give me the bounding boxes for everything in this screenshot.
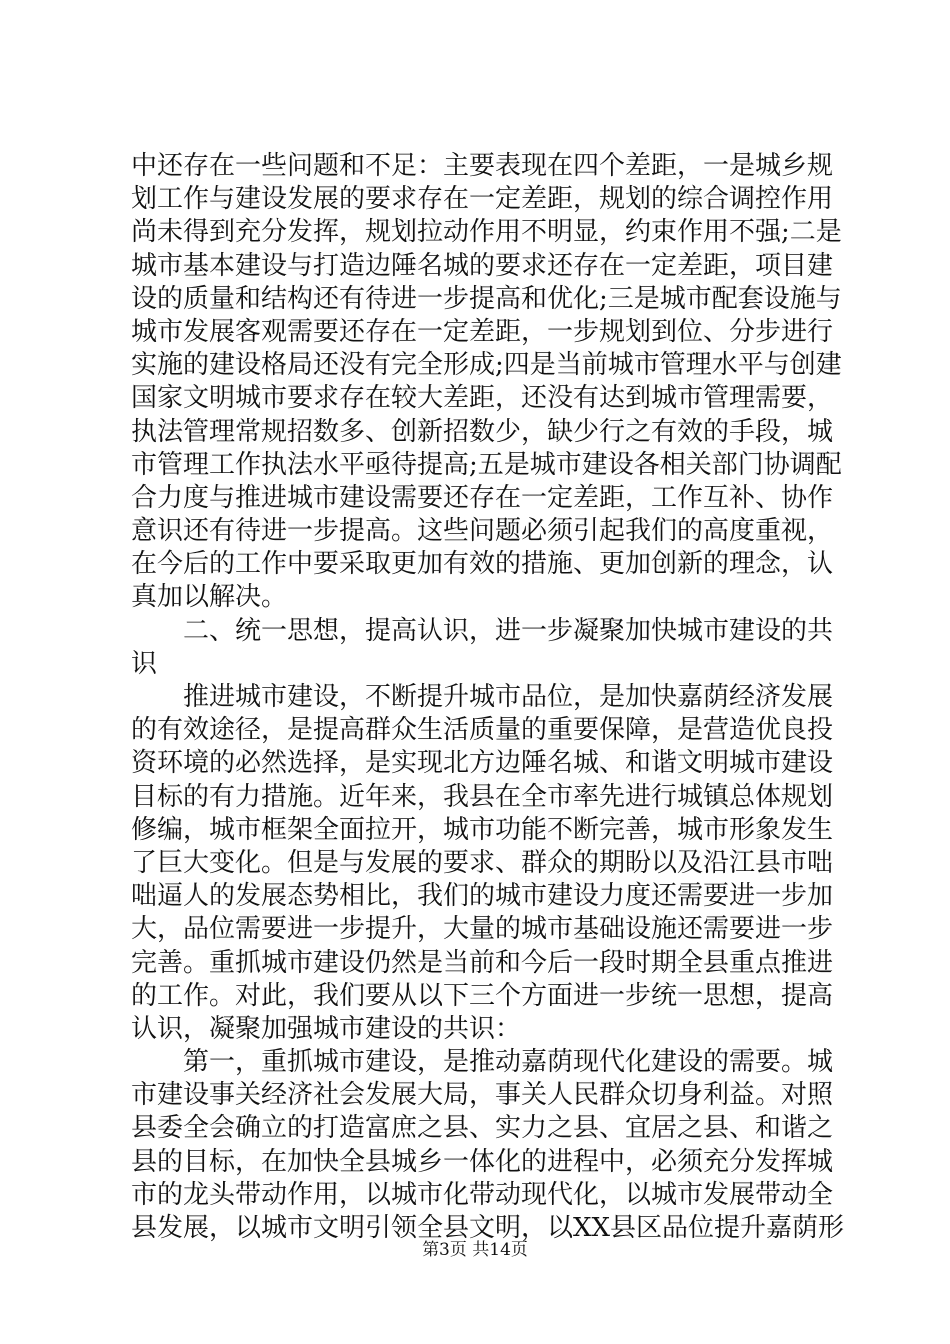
text-line: 实施的建设格局还没有完全形成;四是当前城市管理水平与创建	[131, 350, 842, 381]
text-line: 推进城市建设，不断提升城市品位，是加快嘉荫经济发展	[183, 682, 834, 712]
text-line: 城市发展客观需要还存在一定差距，一步规划到位、分步进行	[131, 316, 834, 347]
text-line: 在今后的工作中要采取更加有效的措施、更加创新的理念，认	[131, 549, 834, 580]
text-line: 划工作与建设发展的要求存在一定差距，规划的综合调控作用	[131, 184, 834, 215]
text-line: 真加以解决。	[131, 582, 288, 613]
page-number: 第3页 共14页	[422, 1240, 528, 1260]
text-line: 市的龙头带动作用，以城市化带动现代化，以城市发展带动全	[131, 1179, 834, 1210]
text-line: 执法管理常规招数多、创新招数少，缺少行之有效的手段，城	[131, 416, 834, 447]
text-line: 县发展，以城市文明引领全县文明，以XX县区品位提升嘉荫形	[131, 1213, 845, 1243]
text-line: 大，品位需要进一步提升，大量的城市基础设施还需要进一步	[131, 914, 834, 945]
text-line: 合力度与推进城市建设需要还存在一定差距，工作互补、协作	[131, 482, 834, 513]
text-line: 市建设事关经济社会发展大局，事关人民群众切身利益。对照	[131, 1080, 834, 1111]
text-line: 的有效途径，是提高群众生活质量的重要保障，是营造优良投	[131, 715, 834, 746]
section-heading: 二、统一思想，提高认识，进一步凝聚加快城市建设的共	[183, 615, 834, 646]
text-line: 国家文明城市要求存在较大差距，还没有达到城市管理需要，	[131, 383, 834, 414]
section-heading-continuation: 识	[131, 648, 158, 679]
text-line: 咄逼人的发展态势相比，我们的城市建设力度还需要进一步加	[131, 881, 834, 912]
text-line: 县委全会确立的打造富庶之县、实力之县、宜居之县、和谐之	[131, 1113, 834, 1144]
text-line: 第一，重抓城市建设，是推动嘉荫现代化建设的需要。城	[183, 1047, 834, 1078]
text-line: 修编，城市框架全面拉开，城市功能不断完善，城市形象发生	[131, 814, 834, 845]
text-line: 的工作。对此，我们要从以下三个方面进一步统一思想，提高	[131, 980, 834, 1011]
text-line: 认识，凝聚加强城市建设的共识：	[131, 1013, 522, 1044]
text-line: 中还存在一些问题和不足：主要表现在四个差距，一是城乡规	[131, 151, 834, 181]
text-line: 县的目标，在加快全县城乡一体化的进程中，必须充分发挥城	[131, 1146, 834, 1177]
document-body	[131, 150, 845, 1245]
text-line: 了巨大变化。但是与发展的要求、群众的期盼以及沿江县市咄	[131, 847, 834, 878]
text-line: 设的质量和结构还有待进一步提高和优化;三是城市配套设施与	[131, 283, 842, 314]
text-line: 完善。重抓城市建设仍然是当前和今后一段时期全县重点推进	[131, 947, 834, 978]
text-line: 意识还有待进一步提高。这些问题必须引起我们的高度重视，	[131, 516, 834, 547]
text-line: 资环境的必然选择，是实现北方边陲名城、和谐文明城市建设	[131, 748, 834, 779]
text-line: 市管理工作执法水平亟待提高;五是城市建设各相关部门协调配	[131, 449, 842, 480]
text-line: 尚未得到充分发挥，规划拉动作用不明显，约束作用不强;二是	[131, 217, 842, 248]
text-line: 城市基本建设与打造边陲名城的要求还存在一定差距，项目建	[131, 250, 834, 281]
text-line: 目标的有力措施。近年来，我县在全市率先进行城镇总体规划	[131, 781, 834, 812]
